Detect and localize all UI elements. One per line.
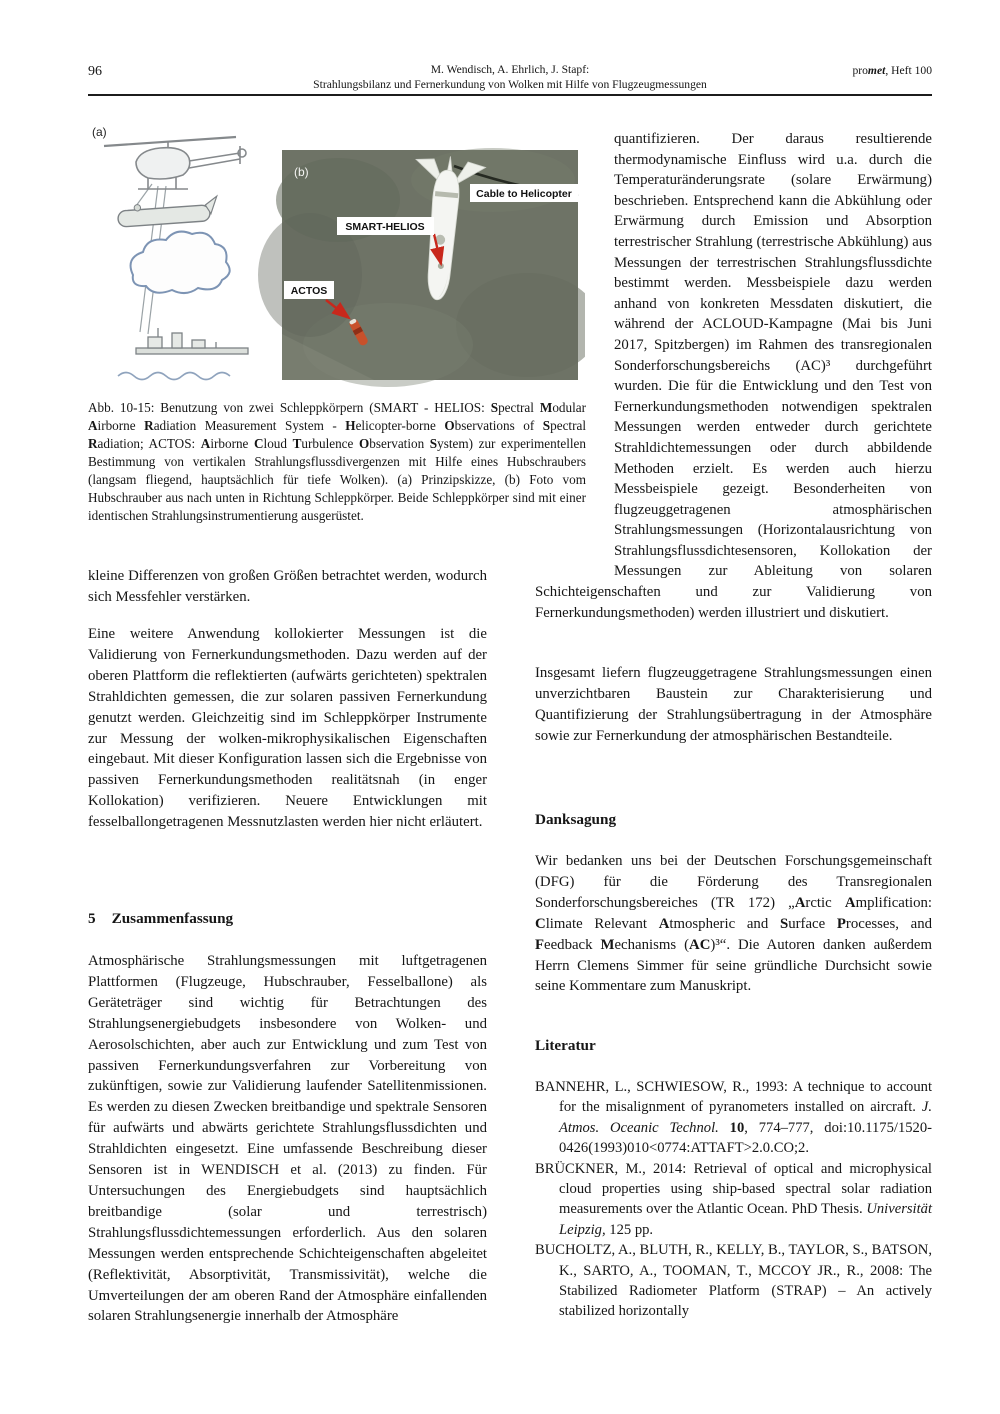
- smart-helios-sketch: [117, 196, 218, 227]
- left-column-paragraph-3: Atmosphärische Strahlungsmessungen mit luftgetragenen Plattformen (Flugzeuge, Hubschrauber, Fesselballone) als Geräteträger sind wichtig für Betrachtungen des Strahlungsenergiebudgets insbesondere von Wolken- und Aerosolschichten, aber auch zur Entwicklung und zum Test von passiven Fernerkundungsverfahren zur Vorbereitung von zukünftigen, sowie zur Validierung laufender Satellitenmissionen. Es werden zu diesen Zwecken breitbandige und spektrale Sensoren für aufwärts und abwärts gerichtete Strahlungsflussdichten und Strahldichten eingesetzt. Eine umfassende Beschreibung dieser Sensoren ist in WENDISCH et al. (2013) zu finden. Für Untersuchungen des Energiebudgets sind hauptsächlich breitbandige (solar und terrestrisch) Strahlungsflussdichtemessungen erforderlich. Aus den solaren Messungen werden entsprechende Schichteigenschaften abgeleitet (Reflektivität, Absorptivität, Transmissivität), welche die Umverteilungen der am oberen Rand der Atmosphäre einfallenden solaren Strahlungsenergie innerhalb der Atmosphäre: [88, 953, 487, 1325]
- reference-entry: BRÜCKNER, M., 2014: Retrieval of optical and microphysical cloud properties using ship-based spectral solar radiation measurements over the Atlantic Ocean. PhD Thesis. Universität Leipzig, 125 pp.: [535, 1160, 933, 1238]
- tow-cable-line: [136, 184, 152, 206]
- helicopter-sketch: [104, 137, 246, 189]
- right-column-paragraph-1: quantifizieren. Der daraus resultierende thermodynamische Einfluss wird u.a. durch die Temperaturänderungsrate (solare Erwärmung) beschrieben. Entsprechend kann die Abkühlung oder Erwärmung durch Emission und Absorption terrestrischer Strahlung (terrestrische Abkühlung) aus Messungen der terrestrischen Strahlungsflussdichte bestimmt werden. Messbeispiele dazu werden anhand von konkreten Messdaten diskutiert, die während der ACLOUD-Kampagne (Mai bis Juni 2017, Spitzbergen) im Rahmen des transregionalen Sonderforschungsbereichs (AC)³ durchgeführt wurden. Die für die Entwicklung und den Test von Fernerkundungsmethoden notwendigen spektralen Messungen werden entweder durch gerichtete Strahldichtemessungen oder durch abbildende Methoden erzielt. Es werden auch hierzu Messbeispiele gezeigt. Besonderheiten von flugzeuggetragenen atmosphärischen Strahlungsmessungen (Horizontalausrichtung von Strahlungsflussdichtesensoren, Kollokation der Messungen zur Ableitung von solaren Schichteigenschaften und zur Validierung von Fernerkundungsmethoden) werden illustriert und diskutiert.: [535, 131, 932, 621]
- danksagung-paragraph: Wir bedanken uns bei der Deutschen Forschungsgemeinschaft (DFG) für die Förderung des Transregionalen Sonderforschungsbereiches (TR 172) „Arctic Amplification: Climate Relevant Atmospheric and Surface Processes, and Feedback Mechanisms (AC)³“. Die Autoren danken außerdem Herrn Clemens Simmer für seine gründliche Durchsicht sowie seine Kommentare zum Manuskript.: [535, 853, 933, 995]
- running-head: [190, 63, 830, 92]
- svg-text:ACTOS: ACTOS: [290, 285, 328, 297]
- journal-issue: promet, Heft 100: [852, 64, 932, 77]
- figure-label-a: (a): [92, 125, 107, 139]
- annotation-actos: [284, 281, 334, 299]
- reference-entry: BUCHOLTZ, A., BLUTH, R., KELLY, B., TAYLOR, S., BATSON, K., SARTO, A., TOOMAN, T., MCCOY JR., R., 2008: The Stabilized Radiometer Platform (STRAP) – An actively stabilized horizontally: [535, 1242, 932, 1320]
- section-title: Zusammenfassung: [111, 910, 234, 927]
- svg-text:Cable to Helicopter: Cable to Helicopter: [476, 188, 572, 200]
- running-head-title: Strahlungsbilanz und Fernerkundung von Wolken mit Hilfe von Flugzeugmessungen: [313, 77, 707, 91]
- figure-sketch: [92, 125, 248, 380]
- figure-label-b: (b): [294, 165, 309, 179]
- section-number: 5: [88, 910, 96, 927]
- figure-intrusion-spacer: [535, 129, 614, 567]
- figure-caption: Abb. 10-15: Benutzung von zwei Schleppkörpern (SMART - HELIOS: Spectral Modular Airborne Radiation Measurement System - Helicopter-borne Observations of Spectral Radiation; ACTOS: Airborne Cloud Turbulence Observation System) zur experimentellen Bestimmung von vertikalen Strahlungsflussdivergenzen mit Hilfe eines Hubschraubers (langsam fliegend, hauptsächlich für tiefe Wolken). (a) Prinzipskizze, (b) Foto vom Hubschrauber aus nach unten in Richtung Schleppkörper. Beide Schleppkörper sind mit einer identischen Strahlungsinstrumentierung ausgerüstet.: [88, 400, 587, 523]
- heading-literatur: Literatur: [535, 1037, 596, 1054]
- figure-10-15: [88, 120, 585, 392]
- reference-entry: BANNEHR, L., SCHWIESOW, R., 1993: A technique to account for the misalignment of pyranometers installed on aircraft. J. Atmos. Oceanic Technol. 10, 774–777, doi:10.1175/1520-0426(1993)010<0774:ATTAFT>2.0.CO;2.: [535, 1079, 932, 1157]
- page-number: 96: [88, 64, 102, 79]
- right-column-paragraph-1-wrap: [535, 129, 932, 623]
- reference-list: [535, 1077, 932, 1322]
- cloud-sketch: [131, 232, 230, 294]
- sea-wave-sketch: [118, 373, 230, 380]
- svg-text:SMART-HELIOS: SMART-HELIOS: [345, 221, 425, 233]
- figure-graphic: [88, 120, 585, 392]
- header-rule: [88, 94, 932, 96]
- left-column-paragraph-1: kleine Differenzen von großen Größen betrachtet werden, wodurch sich Messfehler verstärken.: [88, 568, 487, 605]
- left-column-paragraph-2: Eine weitere Anwendung kollokierter Messungen ist die Validierung von Fernerkundungsmethoden. Dazu werden auf der oberen Plattform die reflektierten (aufwärts gerichteten) spektralen Strahldichten gemessen, die zur solaren passiven Fernerkundung genutzt werden. Gleichzeitig sind im Schleppkörper Instrumente zur Messung der wolken-mikrophysikalischen Eigenschaften eingebaut. Mit dieser Konfiguration lassen sich die Ergebnisse von passiven Fernerkundungsmethoden realitätsnah (in enger Kollokation) verifizieren. Neuere Entwicklungen mit fesselballongetragenen Messnutzlasten werden hier nicht erläutert.: [88, 626, 487, 831]
- right-column-paragraph-2: Insgesamt liefern flugzeuggetragene Strahlungsmessungen einen unverzichtbaren Baustein zur Charakterisierung und Quantifizierung der Strahlungsübertragung in der Atmosphäre sowie zur Fernerkundung der atmosphärischen Bestandteile.: [535, 665, 932, 744]
- annotation-smart-helios: [337, 217, 434, 235]
- section-heading-zusammenfassung: [88, 910, 233, 928]
- running-head-authors: M. Wendisch, A. Ehrlich, J. Stapf:: [430, 63, 590, 76]
- actos-sketch: [136, 328, 248, 354]
- heading-danksagung: Danksagung: [535, 811, 617, 828]
